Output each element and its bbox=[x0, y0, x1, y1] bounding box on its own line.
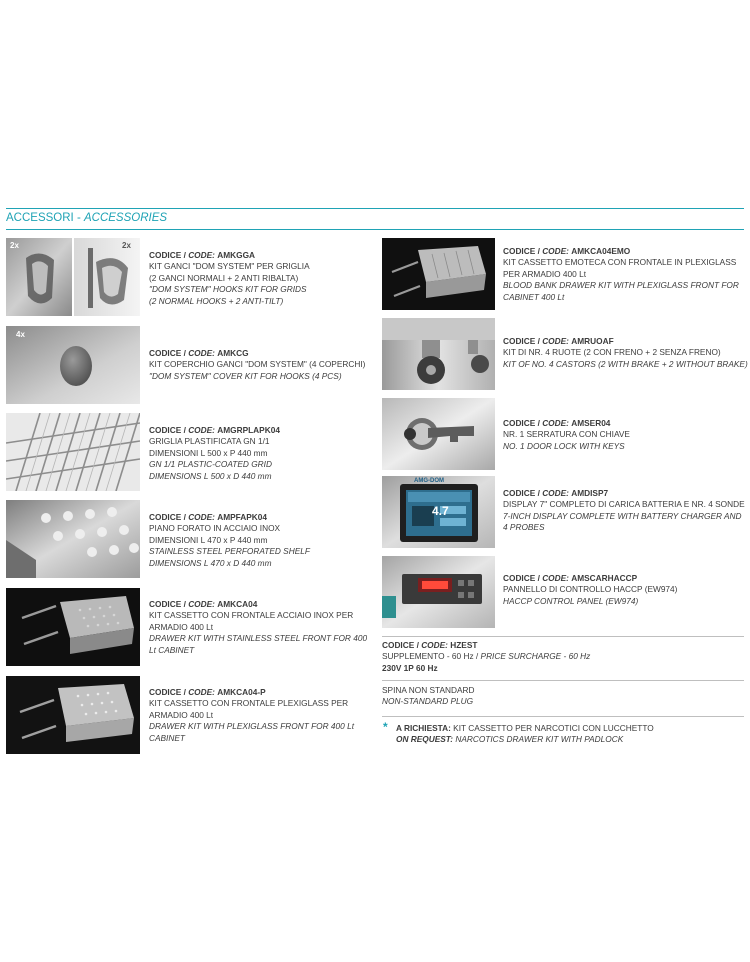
item-amkca04emo bbox=[503, 246, 739, 303]
desc-en: CABINET bbox=[149, 732, 185, 743]
desc-en: BLOOD BANK DRAWER KIT WITH PLEXIGLASS FRONT FOR bbox=[503, 280, 739, 291]
divider bbox=[382, 680, 744, 681]
code-label-it: CODICE / bbox=[503, 418, 543, 428]
desc-en: NO. 1 DOOR LOCK WITH KEYS bbox=[503, 440, 625, 451]
code-line bbox=[503, 418, 630, 429]
display-reading: 4.7 bbox=[432, 504, 449, 518]
desc-en: KIT OF NO. 4 CASTORS (2 WITH BRAKE + 2 WITHOUT BRAKE) bbox=[503, 358, 748, 369]
code-label bbox=[503, 418, 569, 428]
desc-it: DISPLAY 7" COMPLETO DI CARICA BATTERIA E NR. 4 SONDE bbox=[503, 499, 745, 510]
code-label-it: CODICE / bbox=[149, 599, 189, 609]
product-code: HZEST bbox=[450, 640, 478, 650]
desc-en: DIMENSIONS L 470 x D 440 mm bbox=[149, 557, 272, 568]
desc-en: DRAWER KIT WITH PLEXIGLASS FRONT FOR 400 Lt bbox=[149, 721, 355, 732]
desc-en: 7-INCH DISPLAY COMPLETE WITH BATTERY CHARGER AND bbox=[503, 510, 742, 521]
product-code: AMSER04 bbox=[571, 418, 611, 428]
surcharge-it: SUPPLEMENTO - 60 Hz bbox=[382, 651, 474, 662]
product-code: AMPFAPK04 bbox=[217, 512, 268, 522]
product-code: AMGRPLAPK04 bbox=[217, 425, 280, 435]
item-amscarhaccp bbox=[503, 573, 677, 607]
desc-it: ARMADIO 400 Lt bbox=[149, 621, 214, 632]
desc-it: DIMENSIONI L 500 x P 440 mm bbox=[149, 447, 268, 458]
request-text-en: NARCOTICS DRAWER KIT WITH PADLOCK bbox=[453, 734, 624, 745]
desc-en: "DOM SYSTEM" COVER KIT FOR HOOKS (4 PCS) bbox=[149, 370, 342, 381]
item-amkcg bbox=[149, 348, 365, 382]
code-label bbox=[149, 599, 215, 609]
grid-thumbnail bbox=[6, 413, 140, 491]
desc-it: PIANO FORATO IN ACCIAIO INOX bbox=[149, 523, 281, 534]
code-label bbox=[503, 488, 569, 498]
product-code: AMKCA04EMO bbox=[571, 246, 631, 256]
code-label-en: CODE: bbox=[188, 250, 215, 260]
code-label-en: CODE: bbox=[542, 418, 569, 428]
code-label-it: CODICE / bbox=[149, 425, 189, 435]
item-amgrplapk04 bbox=[149, 425, 280, 482]
code-label bbox=[149, 250, 215, 260]
desc-en: CABINET 400 Lt bbox=[503, 291, 565, 302]
desc-it: KIT CASSETTO CON FRONTALE ACCIAIO INOX PER bbox=[149, 610, 354, 621]
title-en: ACCESSORIES bbox=[83, 212, 168, 224]
perforated-shelf-thumbnail bbox=[6, 500, 140, 578]
title-sep: - bbox=[73, 212, 84, 224]
hooks-thumbnail bbox=[6, 238, 140, 316]
code-label bbox=[382, 640, 448, 650]
star-icon: * bbox=[383, 720, 388, 734]
code-label-it: CODICE / bbox=[149, 250, 189, 260]
door-lock-thumbnail bbox=[382, 398, 495, 470]
desc-it: NR. 1 SERRATURA CON CHIAVE bbox=[503, 429, 630, 440]
surcharge-en: PRICE SURCHARGE - 60 Hz bbox=[480, 651, 591, 662]
desc-it: KIT COPERCHIO GANCI "DOM SYSTEM" (4 COPERCHI) bbox=[149, 359, 366, 370]
code-label bbox=[149, 425, 215, 435]
item-amkca04 bbox=[149, 599, 367, 656]
code-label bbox=[503, 336, 569, 346]
surcharge-sep: / bbox=[473, 651, 481, 662]
request-it bbox=[396, 723, 654, 734]
desc-it: PER ARMADIO 400 Lt bbox=[503, 268, 587, 279]
section-title bbox=[6, 212, 167, 224]
code-label-it: CODICE / bbox=[149, 512, 189, 522]
desc-it: ARMADIO 400 Lt bbox=[149, 709, 214, 720]
plug-it: SPINA NON STANDARD bbox=[382, 685, 475, 695]
code-line bbox=[503, 573, 677, 584]
desc-en: HACCP CONTROL PANEL (EW974) bbox=[503, 595, 639, 606]
section-header bbox=[6, 208, 744, 230]
request-en bbox=[396, 734, 654, 745]
code-label-it: CODICE / bbox=[382, 640, 422, 650]
voltage-spec: 230V 1P 60 Hz bbox=[382, 662, 438, 673]
product-code: AMDISP7 bbox=[571, 488, 609, 498]
code-label-en: CODE: bbox=[188, 599, 215, 609]
request-label-en: ON REQUEST: bbox=[396, 734, 454, 745]
haccp-panel-thumbnail bbox=[382, 556, 495, 628]
code-line bbox=[149, 250, 310, 261]
cover-thumbnail bbox=[6, 326, 140, 404]
item-amser04 bbox=[503, 418, 630, 452]
desc-it: GRIGLIA PLASTIFICATA GN 1/1 bbox=[149, 436, 270, 447]
request-label-it: A RICHIESTA: bbox=[396, 723, 451, 733]
title-it: ACCESSORI bbox=[6, 212, 74, 224]
code-label-it: CODICE / bbox=[503, 573, 543, 583]
plug-en: NON-STANDARD PLUG bbox=[382, 696, 474, 707]
code-label-it: CODICE / bbox=[503, 488, 543, 498]
code-line bbox=[149, 425, 280, 436]
quantity-badge: 2x bbox=[122, 241, 131, 250]
code-label bbox=[149, 512, 215, 522]
product-code: AMSCARHACCP bbox=[571, 573, 638, 583]
desc-it: KIT CASSETTO EMOTECA CON FRONTALE IN PLEXIGLASS bbox=[503, 257, 737, 268]
item-ampfapk04 bbox=[149, 512, 310, 569]
display-thumbnail bbox=[382, 476, 495, 548]
code-label-it: CODICE / bbox=[149, 348, 189, 358]
code-label bbox=[503, 573, 569, 583]
desc-en: DIMENSIONS L 500 x D 440 mm bbox=[149, 470, 272, 481]
code-line bbox=[149, 348, 365, 359]
code-line bbox=[149, 687, 354, 698]
plexiglass-drawer-thumbnail bbox=[6, 676, 140, 754]
code-label-en: CODE: bbox=[542, 246, 569, 256]
desc-it: KIT CASSETTO CON FRONTALE PLEXIGLASS PER bbox=[149, 698, 349, 709]
product-code: AMKCG bbox=[217, 348, 249, 358]
code-line bbox=[149, 599, 367, 610]
blood-bank-drawer-thumbnail bbox=[382, 238, 495, 310]
code-label-en: CODE: bbox=[188, 348, 215, 358]
desc-it: PANNELLO DI CONTROLLO HACCP (EW974) bbox=[503, 584, 678, 595]
code-label bbox=[503, 246, 569, 256]
code-label-en: CODE: bbox=[188, 425, 215, 435]
desc-en: (2 NORMAL HOOKS + 2 ANTI-TILT) bbox=[149, 295, 284, 306]
product-code: AMKGGA bbox=[217, 250, 256, 260]
code-label-en: CODE: bbox=[542, 488, 569, 498]
item-hzest bbox=[382, 640, 590, 674]
code-label-en: CODE: bbox=[188, 687, 215, 697]
desc-en: STAINLESS STEEL PERFORATED SHELF bbox=[149, 546, 310, 557]
code-line bbox=[149, 512, 310, 523]
item-plug bbox=[382, 685, 475, 708]
castors-thumbnail bbox=[382, 318, 495, 390]
item-amkca04-p bbox=[149, 687, 354, 744]
product-code: AMRUOAF bbox=[571, 336, 614, 346]
desc-en: Lt CABINET bbox=[149, 644, 195, 655]
code-label bbox=[149, 348, 215, 358]
code-label bbox=[149, 687, 215, 697]
code-line bbox=[503, 246, 739, 257]
request-text-it: KIT CASSETTO PER NARCOTICI CON LUCCHETTO bbox=[450, 723, 654, 733]
desc-it: (2 GANCI NORMALI + 2 ANTI RIBALTA) bbox=[149, 272, 299, 283]
code-label-en: CODE: bbox=[188, 512, 215, 522]
quantity-badge: 4x bbox=[16, 330, 25, 339]
desc-it: KIT DI NR. 4 RUOTE (2 CON FRENO + 2 SENZA FRENO) bbox=[503, 347, 721, 358]
code-label-en: CODE: bbox=[542, 573, 569, 583]
item-amruoaf bbox=[503, 336, 748, 370]
desc-it: KIT GANCI "DOM SYSTEM" PER GRIGLIA bbox=[149, 261, 310, 272]
quantity-badge: 2x bbox=[10, 241, 19, 250]
item-amdisp7 bbox=[503, 488, 745, 534]
surcharge-line bbox=[382, 651, 590, 662]
desc-en: GN 1/1 PLASTIC-COATED GRID bbox=[149, 459, 272, 470]
display-brand: AMG-DOM bbox=[414, 478, 444, 484]
code-label-it: CODICE / bbox=[503, 246, 543, 256]
product-code: AMKCA04-P bbox=[217, 687, 266, 697]
code-line bbox=[503, 336, 748, 347]
desc-it: DIMENSIONI L 470 x P 440 mm bbox=[149, 534, 268, 545]
code-label-en: CODE: bbox=[421, 640, 448, 650]
desc-en: 4 PROBES bbox=[503, 522, 545, 533]
code-line bbox=[382, 640, 590, 651]
product-code: AMKCA04 bbox=[217, 599, 258, 609]
desc-en: "DOM SYSTEM" HOOKS KIT FOR GRIDS bbox=[149, 284, 307, 295]
code-line bbox=[503, 488, 745, 499]
desc-en: DRAWER KIT WITH STAINLESS STEEL FRONT FOR 400 bbox=[149, 633, 368, 644]
code-label-it: CODICE / bbox=[503, 336, 543, 346]
item-on-request bbox=[396, 723, 654, 746]
steel-drawer-thumbnail bbox=[6, 588, 140, 666]
divider bbox=[382, 716, 744, 717]
code-label-en: CODE: bbox=[542, 336, 569, 346]
item-amkgga bbox=[149, 250, 310, 307]
divider bbox=[382, 636, 744, 637]
code-label-it: CODICE / bbox=[149, 687, 189, 697]
